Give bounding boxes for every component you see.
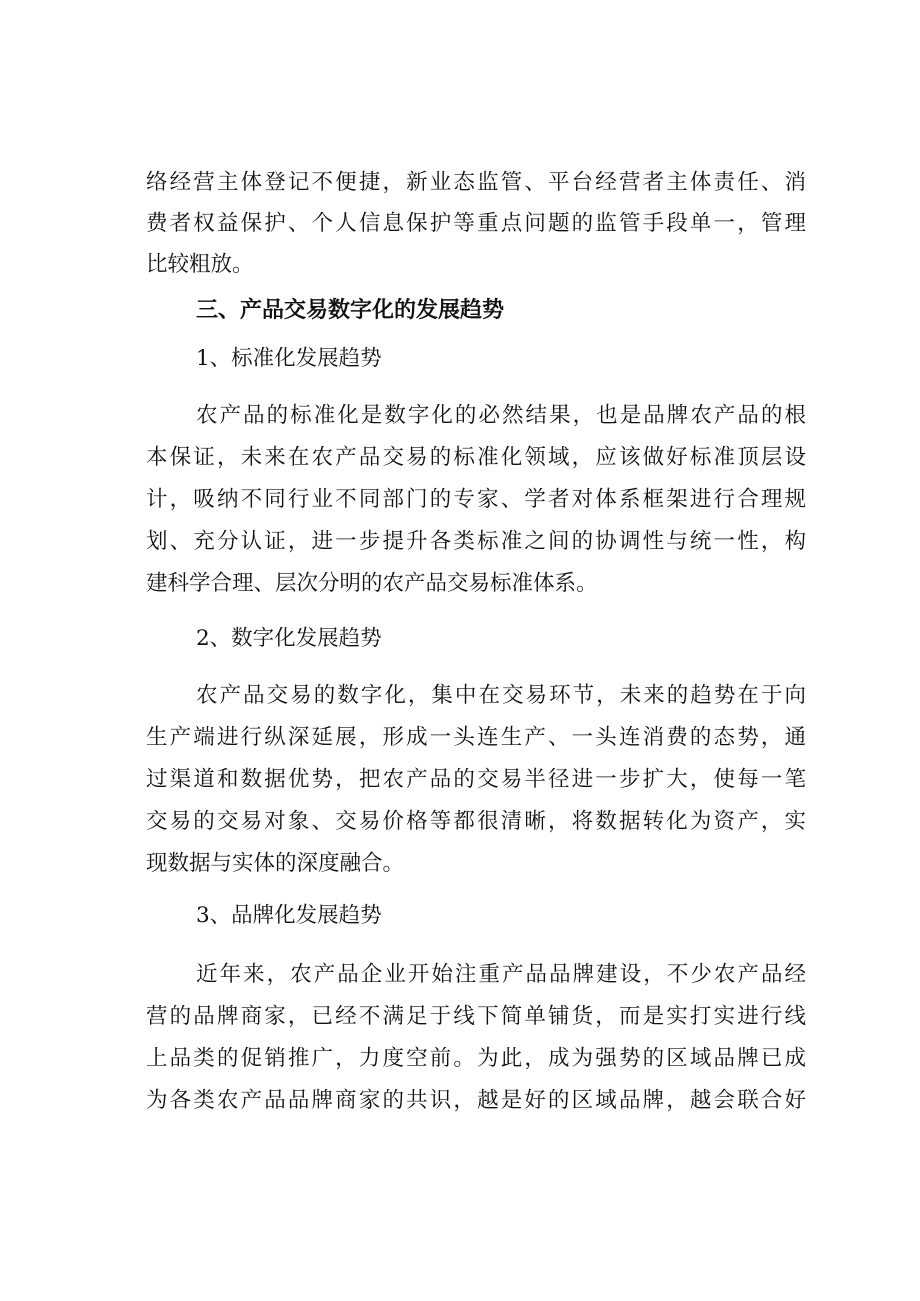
- paragraph-line: 为各类农产品品牌商家的共识，越是好的区域品牌，越会联合好: [146, 1088, 806, 1113]
- paragraph-line: 农产品的标准化是数字化的必然结果，也是品牌农产品的根: [196, 403, 806, 428]
- paragraph-line: 近年来，农产品企业开始注重产品品牌建设，不少农产品经: [196, 962, 806, 987]
- section-heading: 三、产品交易数字化的发展趋势: [196, 298, 505, 323]
- subsection-heading: 2、数字化发展趋势: [196, 626, 382, 651]
- subsection-heading: 1、标准化发展趋势: [196, 346, 382, 371]
- paragraph-line: 交易的交易对象、交易价格等都很清晰，将数据转化为资产，实: [146, 809, 806, 834]
- paragraph-line: 现数据与实体的深度融合。: [146, 851, 405, 876]
- paragraph-line: 生产端进行纵深延展，形成一头连生产、一头连消费的态势，通: [146, 725, 806, 750]
- subsection-heading: 3、品牌化发展趋势: [196, 903, 382, 928]
- paragraph-line: 上品类的促销推广，力度空前。为此，成为强势的区域品牌已成: [146, 1046, 806, 1071]
- paragraph-line: 营的品牌商家，已经不满足于线下简单铺货，而是实打实进行线: [146, 1004, 806, 1029]
- paragraph-line: 过渠道和数据优势，把农产品的交易半径进一步扩大，使每一笔: [146, 767, 806, 792]
- paragraph-line: 计，吸纳不同行业不同部门的专家、学者对体系框架进行合理规: [146, 487, 806, 512]
- paragraph-line: 划、充分认证，进一步提升各类标准之间的协调性与统一性，构: [146, 529, 806, 554]
- paragraph-line: 比较粗放。: [146, 252, 254, 277]
- paragraph-line: 费者权益保护、个人信息保护等重点问题的监管手段单一，管理: [146, 211, 806, 236]
- paragraph-line: 建科学合理、层次分明的农产品交易标准体系。: [146, 571, 598, 596]
- paragraph-line: 本保证，未来在农产品交易的标准化领域，应该做好标准顶层设: [146, 445, 806, 470]
- paragraph-line: 络经营主体登记不便捷，新业态监管、平台经营者主体责任、消: [146, 170, 806, 195]
- paragraph-line: 农产品交易的数字化，集中在交易环节，未来的趋势在于向: [196, 683, 806, 708]
